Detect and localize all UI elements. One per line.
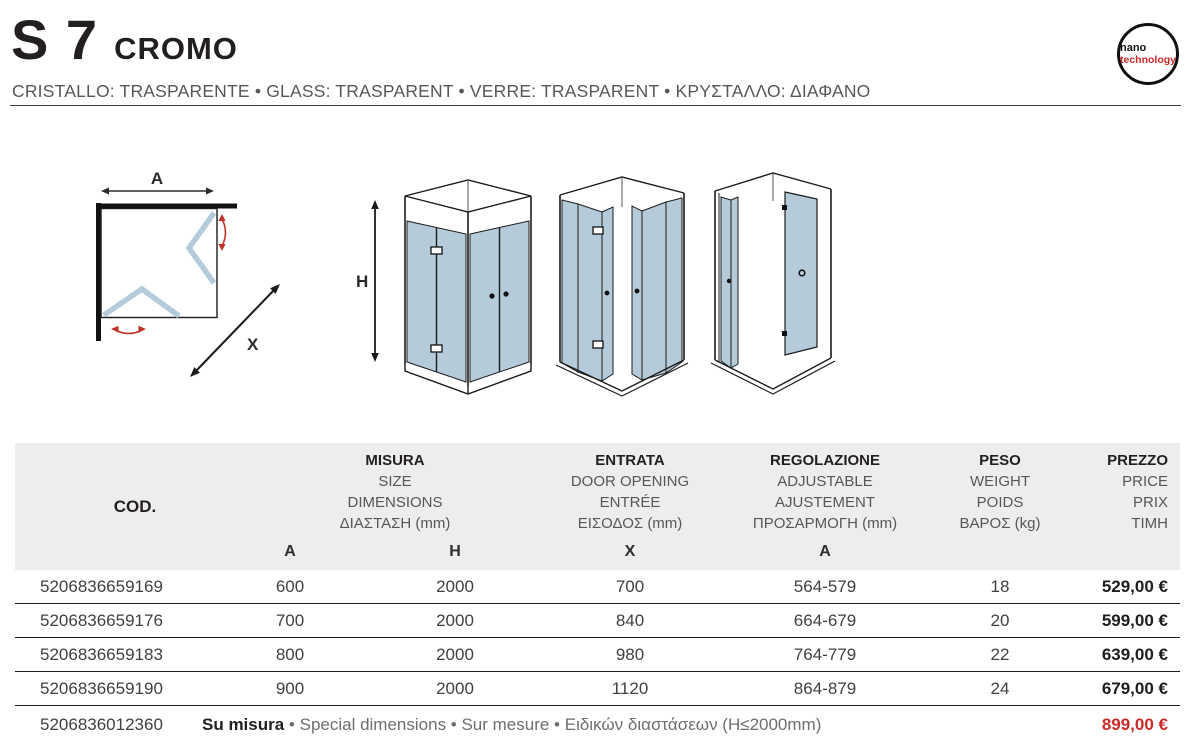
- cell-a: 600: [275, 576, 305, 596]
- table-row: [15, 638, 1180, 672]
- cell-cod: 5206836659183: [40, 644, 163, 664]
- table-row: [15, 604, 1180, 638]
- dimension-x-label: X: [247, 335, 259, 354]
- cell-x: 980: [615, 644, 645, 664]
- glass-fixed-left: [562, 200, 578, 372]
- cell-prezzo-custom: 899,00 €: [1101, 714, 1168, 734]
- bifold-door-right: [189, 213, 214, 283]
- header-divider: [10, 105, 1181, 106]
- cell-peso: 24: [990, 678, 1010, 698]
- logo-text-technology: technology: [1120, 54, 1177, 67]
- sub-header-row: [230, 534, 1180, 570]
- col-header-entrata: ENTRATA DOOR OPENING ENTRÉE ΕΙΣΟΔΟΣ (mm): [570, 452, 690, 532]
- cell-x: 840: [615, 610, 645, 630]
- cell-h: 2000: [436, 576, 474, 596]
- col-header-regolazione: REGOLAZIONE ADJUSTABLE AJUSTEMENT ΠΡΟΣΑΡΜΟΓΗ (mm): [752, 452, 898, 532]
- dimension-a-label: A: [150, 169, 164, 188]
- cell-prezzo: 679,00 €: [1101, 678, 1168, 698]
- enclosure-closed-view: [350, 163, 545, 398]
- table-row-custom-size: [15, 706, 1180, 740]
- finish-name: CROMO: [114, 31, 238, 66]
- cell-h: 2000: [436, 644, 474, 664]
- table-row: [15, 672, 1180, 706]
- cell-cod: 5206836012360: [40, 714, 163, 734]
- sub-header-a: A: [284, 543, 296, 560]
- cell-a: 800: [275, 644, 305, 664]
- glass-door-open: [785, 192, 817, 355]
- cell-reg: 664-679: [793, 610, 857, 630]
- cell-prezzo: 639,00 €: [1101, 644, 1168, 664]
- glass-fixed-right: [666, 198, 682, 373]
- enclosure-open-view: [705, 163, 850, 398]
- enclosure-folding-view: [550, 163, 700, 398]
- sub-header-reg-a: A: [819, 543, 831, 560]
- logo-text-nano: nano: [1120, 41, 1147, 54]
- glass-folded-stack-b: [731, 197, 738, 368]
- cell-peso: 22: [990, 644, 1010, 664]
- custom-size-bold: Su misura: [202, 714, 285, 734]
- spec-table: [15, 443, 1180, 740]
- cell-h: 2000: [436, 678, 474, 698]
- cell-prezzo: 599,00 €: [1101, 610, 1168, 630]
- glass-description: CRISTALLO: TRASPARENTE • GLASS: TRASPARENT • VERRE: TRASPARENT • ΚΡΥΣΤΑΛΛΟ: ΔΙΑΦΑΝΟ: [12, 81, 871, 101]
- cell-reg: 864-879: [793, 678, 857, 698]
- table-row: [15, 570, 1180, 604]
- cell-prezzo: 529,00 €: [1101, 576, 1168, 596]
- cell-peso: 20: [990, 610, 1010, 630]
- col-header-cod: COD.: [113, 496, 157, 516]
- plan-view-diagram: [85, 153, 315, 398]
- glass-door-right-a: [642, 202, 666, 380]
- bifold-door-bottom: [104, 289, 179, 316]
- nano-technology-badge: [1117, 23, 1179, 85]
- custom-size-rest: • Special dimensions • Sur mesure • Ειδικών διαστάσεων (H≤2000mm): [284, 714, 822, 734]
- model-name: S 7: [11, 8, 99, 71]
- swing-arrow-right: [222, 219, 226, 246]
- cell-reg: 764-779: [793, 644, 857, 664]
- dimension-h-label: H: [356, 272, 369, 291]
- custom-size-note: [202, 715, 1050, 735]
- col-header-prezzo: PREZZO PRICE PRIX ΤΙΜΗ: [1107, 452, 1168, 532]
- cell-h: 2000: [436, 610, 474, 630]
- cell-cod: 5206836659176: [40, 610, 163, 630]
- cell-cod: 5206836659169: [40, 576, 163, 596]
- col-header-peso: PESO WEIGHT POIDS ΒΑΡΟΣ (kg): [959, 452, 1041, 532]
- cell-reg: 564-579: [793, 576, 857, 596]
- sub-header-h: H: [449, 543, 461, 560]
- page-title: [11, 8, 238, 71]
- cell-peso: 18: [990, 576, 1010, 596]
- cell-a: 900: [275, 678, 305, 698]
- col-header-misura: MISURA SIZE DIMENSIONS ΔΙΑΣΤΑΣΗ (mm): [339, 452, 451, 532]
- table-header: [15, 443, 1180, 570]
- sub-header-x: X: [624, 543, 636, 560]
- cell-cod: 5206836659190: [40, 678, 163, 698]
- cell-a: 700: [275, 610, 305, 630]
- cell-x: 1120: [611, 678, 649, 698]
- swing-arrow-bottom: [115, 330, 142, 334]
- cell-x: 700: [615, 576, 645, 596]
